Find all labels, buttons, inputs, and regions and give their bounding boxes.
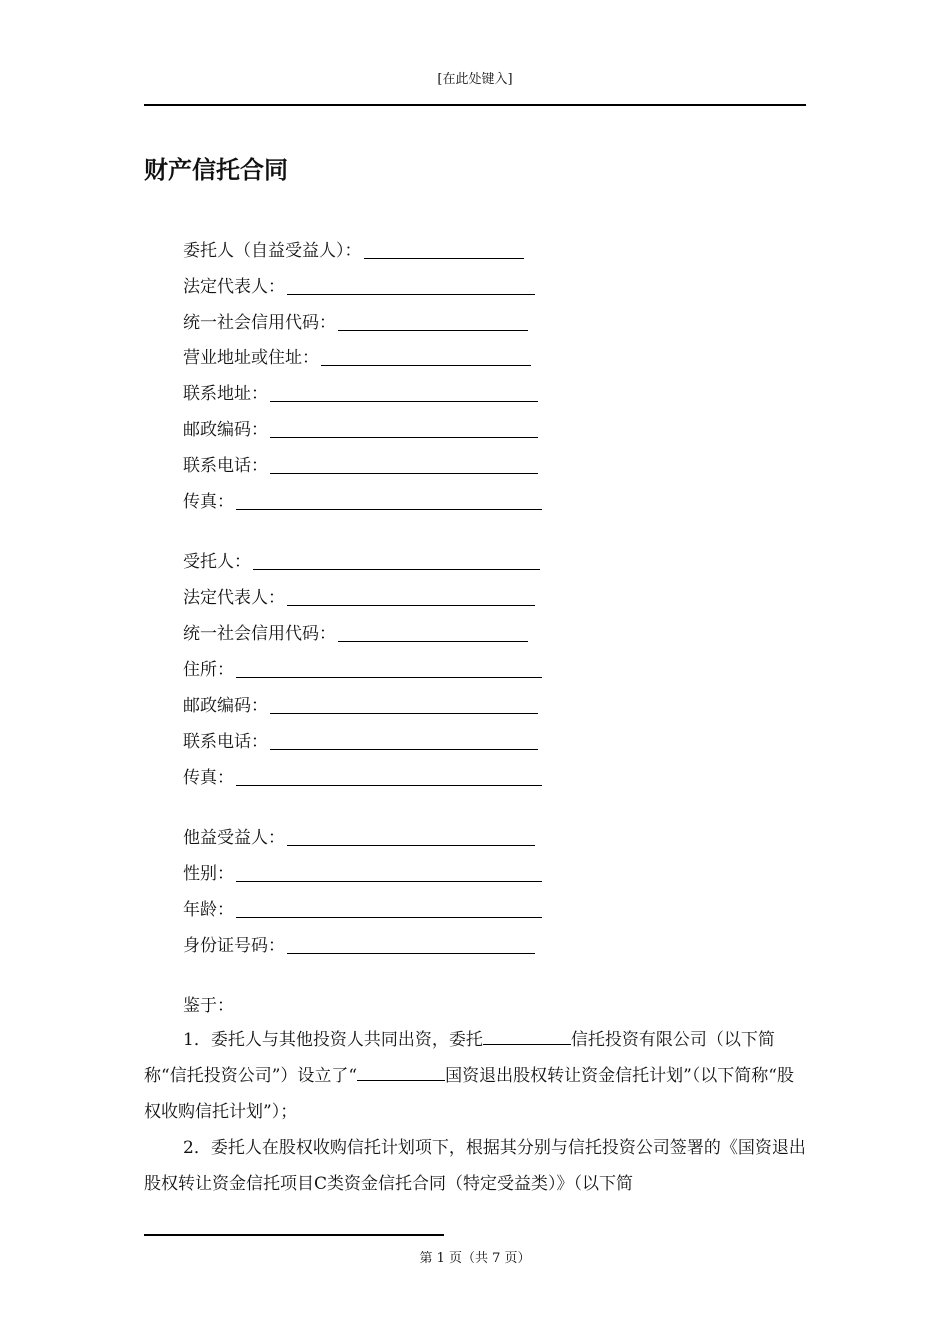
beneficiary-field	[183, 823, 535, 849]
field-label: 传真：	[183, 768, 234, 788]
field-label: 邮政编码：	[183, 696, 268, 716]
beneficiary-gender-field	[183, 859, 542, 885]
field-label: 统一社会信用代码：	[183, 624, 336, 644]
field-label: 他益受益人：	[183, 828, 285, 848]
trustor-postcode-field	[183, 415, 538, 441]
whereas-clause-2: 2．委托人在股权收购信托计划项下，根据其分别与信托投资公司签署的《国资退出股权转让资金信托项目C类资金信托合同（特定受益类）》（以下简	[144, 1138, 806, 1194]
fill-blank[interactable]	[270, 419, 538, 438]
field-label: 营业地址或住址：	[183, 348, 319, 368]
clause-text: 国资退出股权转让资金信托计划”（以下简称“股权收购信托计划”）；	[144, 1066, 794, 1122]
fill-blank[interactable]	[270, 455, 538, 474]
trustor-phone-field	[183, 451, 538, 477]
trustee-legal-rep-field	[183, 583, 535, 609]
field-label: 受托人：	[183, 552, 251, 572]
fill-blank[interactable]	[253, 551, 540, 570]
trustee-phone-field	[183, 727, 538, 753]
fill-blank[interactable]	[287, 587, 535, 606]
field-label: 身份证号码：	[183, 936, 285, 956]
trustee-field	[183, 547, 540, 573]
beneficiary-id-field	[183, 931, 535, 957]
fill-blank[interactable]	[483, 1028, 571, 1045]
whereas-label: 鉴于：	[183, 996, 234, 1016]
fill-blank[interactable]	[270, 731, 538, 750]
field-label: 委托人（自益受益人）：	[183, 241, 362, 261]
page-footer: 第 1 页（共 7 页）	[419, 1251, 531, 1266]
trustee-fax-field	[183, 763, 542, 789]
fill-blank[interactable]	[236, 863, 542, 882]
clause-text: 1．委托人与其他投资人共同出资，委托	[183, 1030, 483, 1050]
field-label: 传真：	[183, 492, 234, 512]
fill-blank[interactable]	[338, 312, 528, 331]
trustor-credit-code-field	[183, 308, 528, 334]
header-divider	[144, 104, 806, 106]
footnote-divider	[144, 1234, 444, 1236]
fill-blank[interactable]	[287, 935, 535, 954]
fill-blank[interactable]	[321, 347, 531, 366]
trustor-field	[183, 236, 524, 262]
fill-blank[interactable]	[236, 767, 542, 786]
field-label: 联系电话：	[183, 456, 268, 476]
field-label: 住所：	[183, 660, 234, 680]
trustor-legal-rep-field	[183, 272, 535, 298]
fill-blank[interactable]	[236, 491, 542, 510]
fill-blank[interactable]	[236, 899, 542, 918]
field-label: 年龄：	[183, 900, 234, 920]
fill-blank[interactable]	[287, 276, 535, 295]
field-label: 邮政编码：	[183, 420, 268, 440]
trustee-credit-code-field	[183, 619, 528, 645]
whereas-clause-1	[144, 1022, 806, 1130]
trustor-address-field	[183, 343, 531, 369]
fill-blank[interactable]	[357, 1064, 445, 1081]
whereas-heading	[183, 991, 234, 1017]
beneficiary-age-field	[183, 895, 542, 921]
field-label: 法定代表人：	[183, 588, 285, 608]
fill-blank[interactable]	[270, 695, 538, 714]
field-label: 法定代表人：	[183, 277, 285, 297]
document-title: 财产信托合同	[144, 156, 288, 184]
fill-blank[interactable]	[338, 623, 528, 642]
fill-blank[interactable]	[364, 240, 524, 259]
field-label: 性别：	[183, 864, 234, 884]
field-label: 联系地址：	[183, 384, 268, 404]
trustor-contact-address-field	[183, 379, 538, 405]
fill-blank[interactable]	[236, 659, 542, 678]
fill-blank[interactable]	[287, 827, 535, 846]
page-header: [在此处键入]	[437, 72, 513, 87]
clause-text: 信托投资有限公司（以下简称“信托投资公司”）设立了“	[144, 1030, 775, 1086]
field-label: 统一社会信用代码：	[183, 313, 336, 333]
fill-blank[interactable]	[270, 383, 538, 402]
field-label: 联系电话：	[183, 732, 268, 752]
trustee-postcode-field	[183, 691, 538, 717]
trustor-fax-field	[183, 487, 542, 513]
trustee-residence-field	[183, 655, 542, 681]
